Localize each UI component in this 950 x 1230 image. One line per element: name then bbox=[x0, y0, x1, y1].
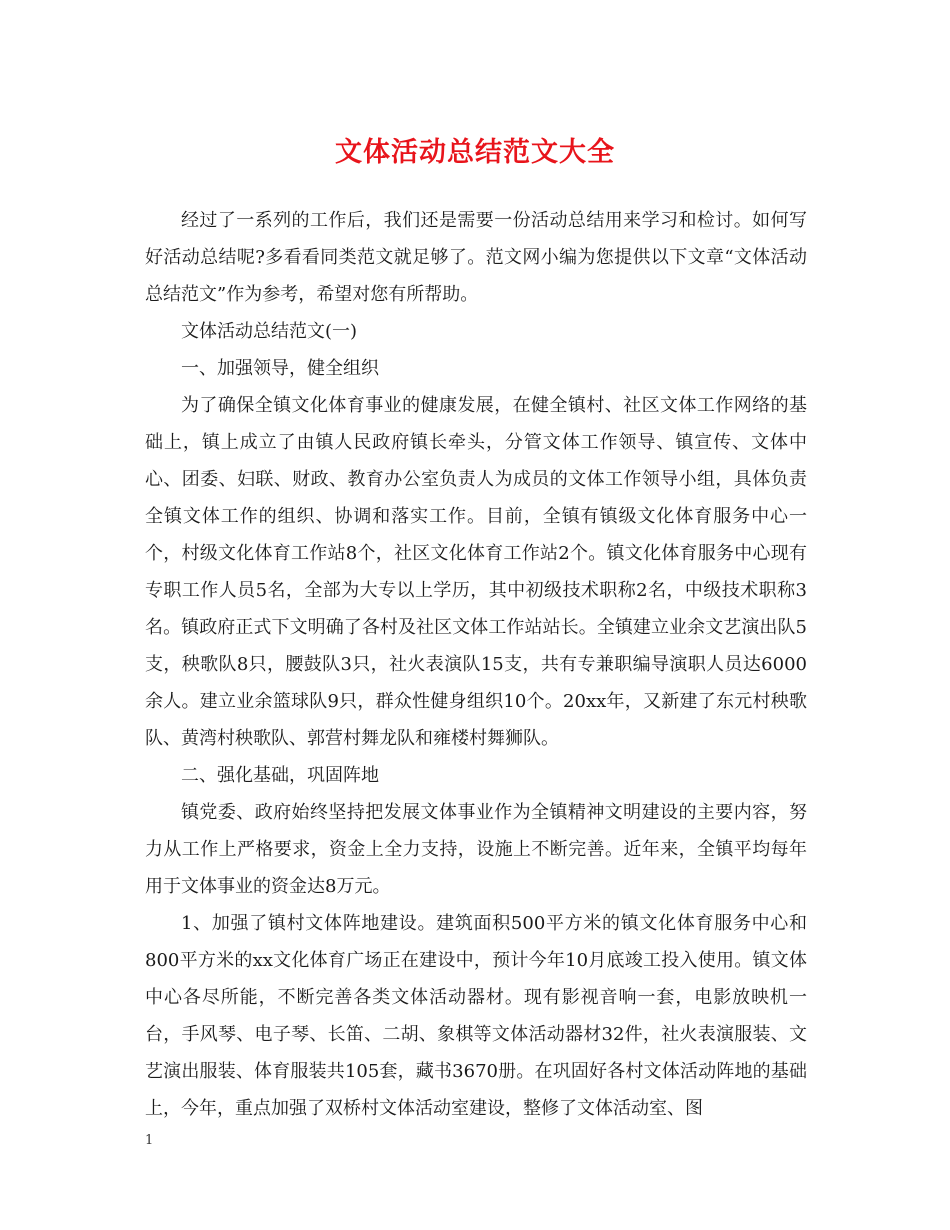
body-paragraph: 1、加强了镇村文体阵地建设。建筑面积500平方米的镇文化体育服务中心和800平方米的xx文化体育广场正在建设中，预计今年10月底竣工投入使用。镇文体中心各尽所能，不断完善各类文体活动器材。现有影视音响一套，电影放映机一台，手风琴、电子琴、长笛、二胡、象棋等文体活动器材32件，社火表演服装、文艺演出服装、体育服装共105套，藏书3670册。在巩固好各村文体活动阵地的基础上，今年，重点加强了双桥村文体活动室建设，整修了文体活动室、图 bbox=[145, 913, 807, 1119]
body-paragraph: 镇党委、政府始终坚持把发展文体事业作为全镇精神文明建设的主要内容，努力从工作上严格要求，资金上全力支持，设施上不断完善。近年来，全镇平均每年用于文体事业的资金达8万元。 bbox=[145, 802, 807, 897]
page-number: 1 bbox=[145, 1133, 154, 1148]
subheading: 二、强化基础，巩固阵地 bbox=[181, 765, 379, 786]
section-heading: 文体活动总结范文(一) bbox=[181, 321, 358, 342]
intro-paragraph: 经过了一系列的工作后，我们还是需要一份活动总结用来学习和检讨。如何写好活动总结呢?多看看同类范文就足够了。范文网小编为您提供以下文章“文体活动总结范文”作为参考，希望对您有所帮助。 bbox=[145, 210, 807, 305]
subheading: 一、加强领导，健全组织 bbox=[181, 358, 379, 379]
document-body bbox=[145, 202, 807, 1127]
document-title: 文体活动总结范文大全 bbox=[335, 137, 615, 168]
body-paragraph: 为了确保全镇文化体育事业的健康发展，在健全镇村、社区文体工作网络的基础上，镇上成立了由镇人民政府镇长牵头，分管文体工作领导、镇宣传、文体中心、团委、妇联、财政、教育办公室负责人为成员的文体工作领导小组，具体负责全镇文体工作的组织、协调和落实工作。目前，全镇有镇级文化体育服务中心一个，村级文化体育工作站8个，社区文化体育工作站2个。镇文化体育服务中心现有专职工作人员5名，全部为大专以上学历，其中初级技术职称2名，中级技术职称3名。镇政府正式下文明确了各村及社区文体工作站站长。全镇建立业余文艺演出队5支，秧歌队8只，腰鼓队3只，社火表演队15支，共有专兼职编导演职人员达6000余人。建立业余篮球队9只，群众性健身组织10个。20xx年，又新建了东元村秧歌队、黄湾村秧歌队、郭营村舞龙队和雍楼村舞狮队。 bbox=[145, 395, 807, 749]
